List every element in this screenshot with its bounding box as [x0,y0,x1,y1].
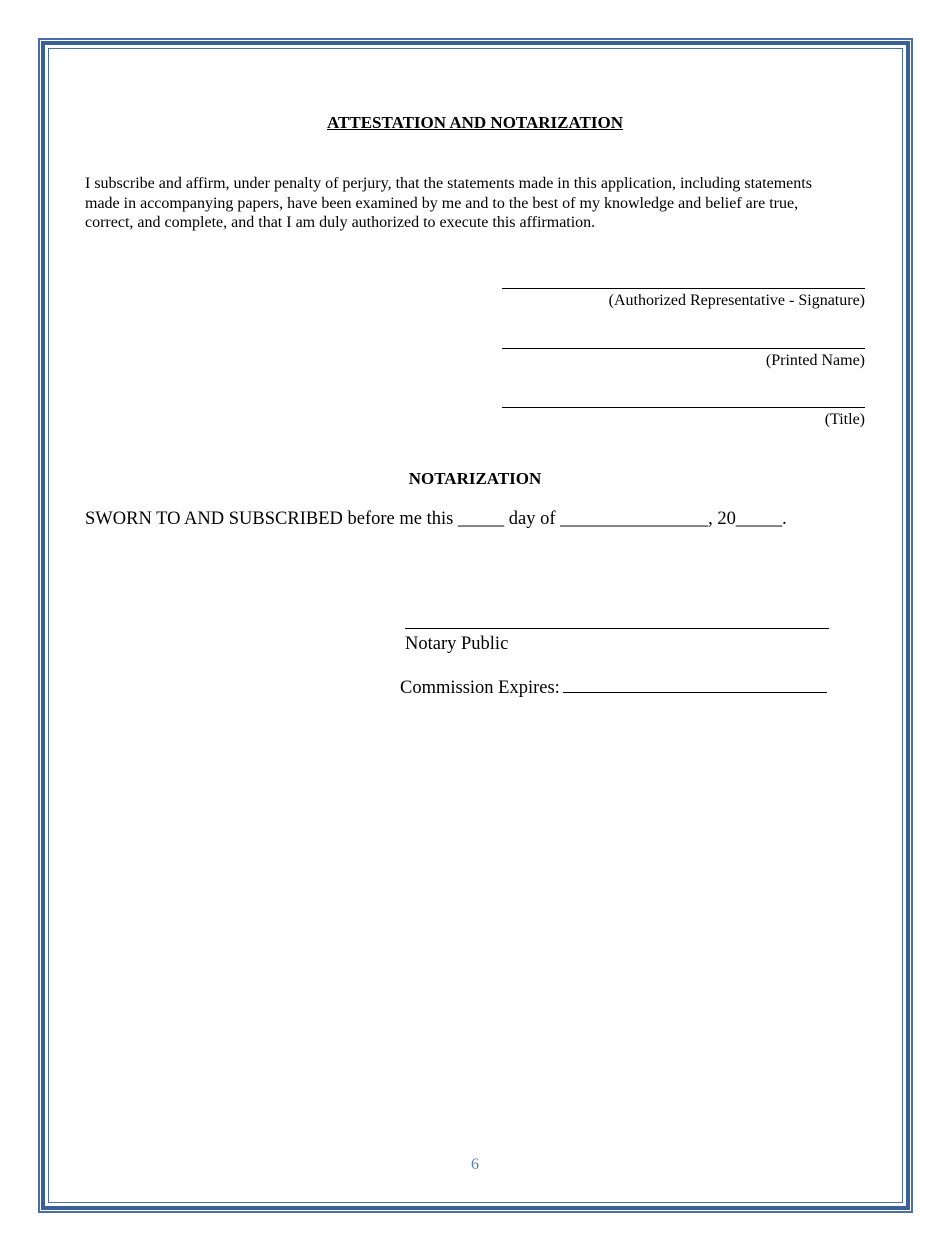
signature-line[interactable] [502,288,865,289]
sworn-statement: SWORN TO AND SUBSCRIBED before me this _____ day of ________________, 20_____. [85,509,787,529]
notary-signature-line[interactable] [405,628,829,629]
commission-expires [400,678,827,699]
commission-expires-label: Commission Expires: [400,678,560,698]
notary-public-label: Notary Public [405,634,509,654]
commission-expires-blank[interactable] [563,678,827,693]
document-title: ATTESTATION AND NOTARIZATION [327,113,623,132]
title-line[interactable] [502,407,865,408]
affirmation-paragraph: I subscribe and affirm, under penalty of perjury, that the statements made in this application, including statements made in accompanying papers, have been examined by me and to the best of my knowledge and belief are true, correct, and complete, and that I am duly authorized to execute this affirmation. [85,175,812,231]
page-number: 6 [471,1156,479,1173]
printed-name-line[interactable] [502,348,865,349]
notarization-heading: NOTARIZATION [408,469,542,488]
signature-label: (Authorized Representative - Signature) [608,292,865,309]
printed-name-label: (Printed Name) [765,352,865,369]
title-label: (Title) [824,411,865,428]
